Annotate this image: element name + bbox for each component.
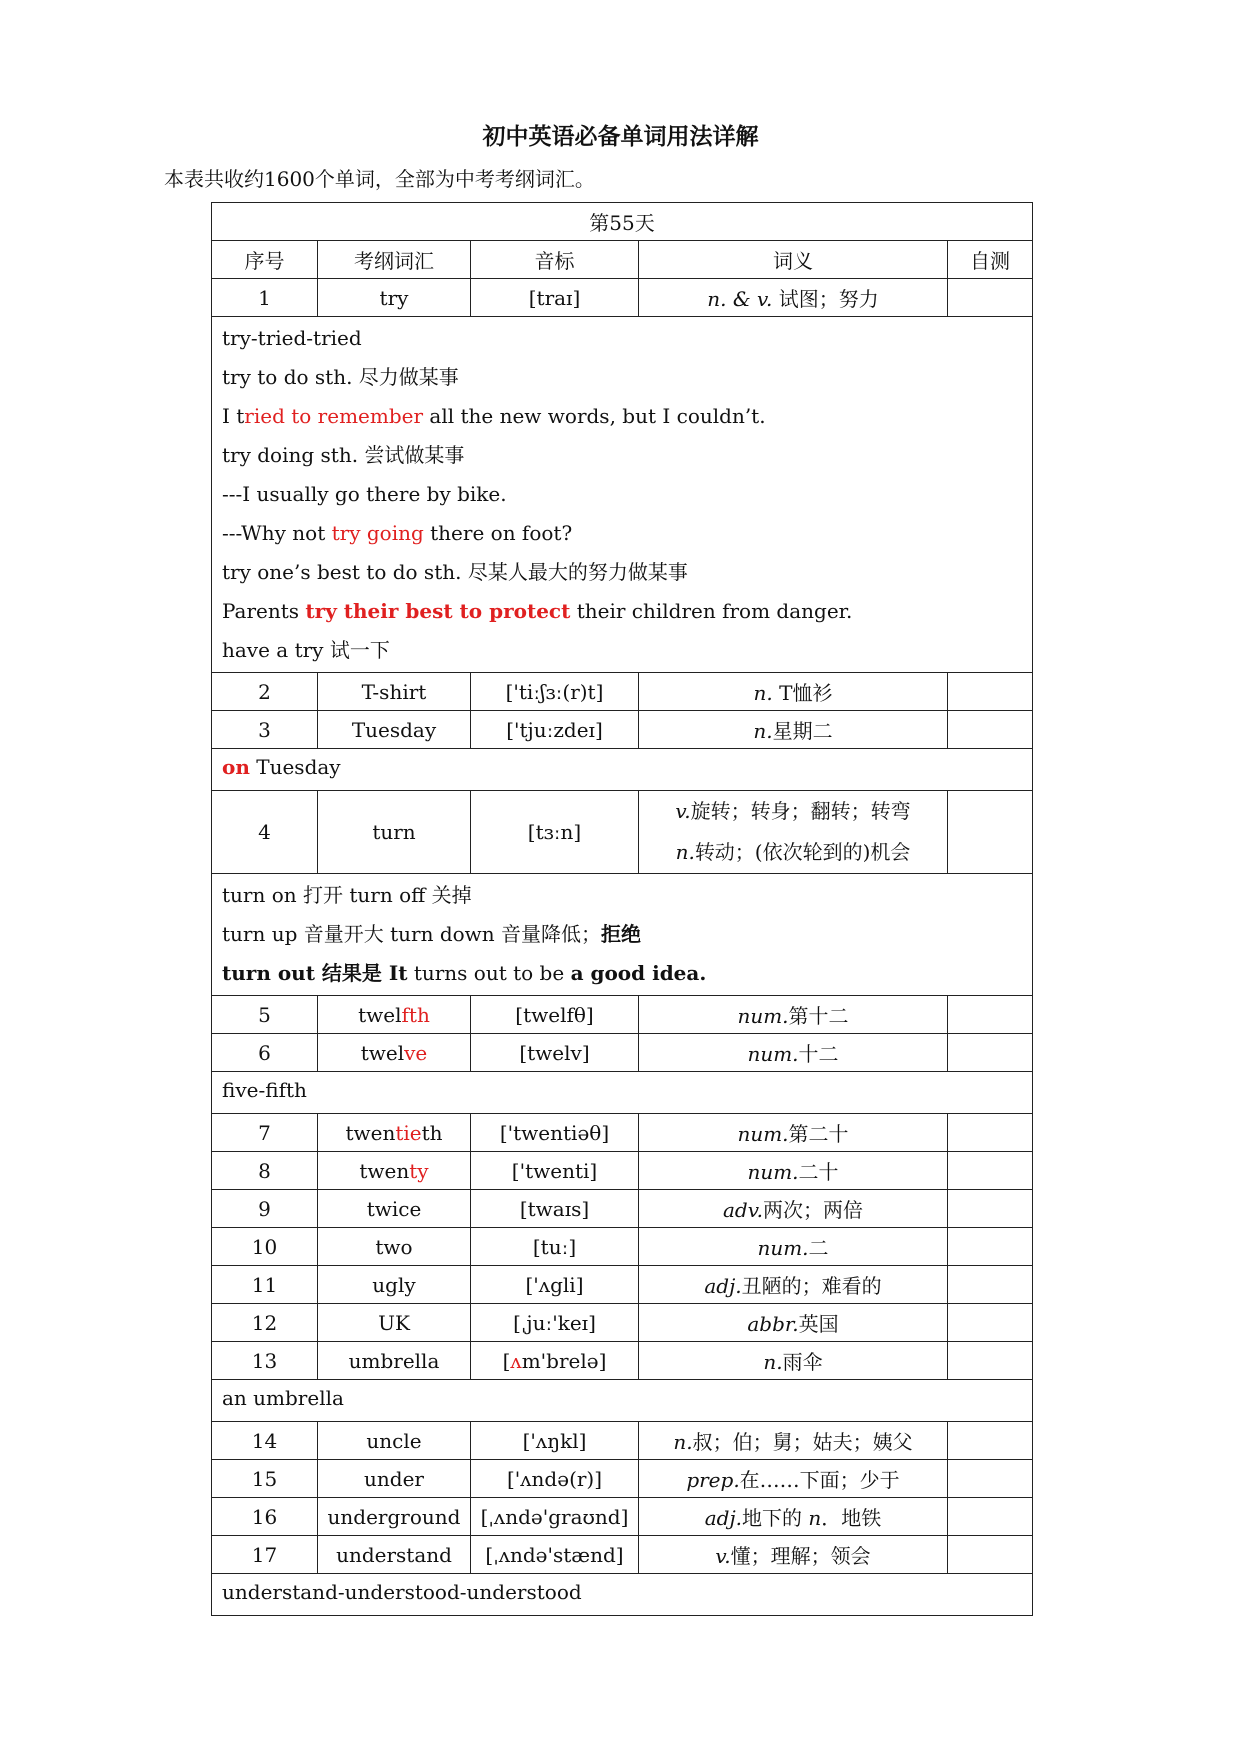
day-header: 第55天 xyxy=(212,203,1033,241)
word: uncle xyxy=(318,1422,471,1460)
header-word: 考纲词汇 xyxy=(318,241,471,279)
usage-notes-umbrella xyxy=(212,1380,1033,1422)
word-stem: twel xyxy=(360,1040,405,1065)
phonetic-text: m'brelə] xyxy=(521,1348,607,1373)
phonetic: ['tiːʃɜː(r)t] xyxy=(471,673,639,711)
note-line: turn on 打开 turn off 关掉 xyxy=(222,883,472,907)
word: underground xyxy=(318,1498,471,1536)
phonetic: ['ʌŋkl] xyxy=(471,1422,639,1460)
meaning-text: 第二十 xyxy=(788,1122,849,1146)
word-suffix: tie xyxy=(395,1120,422,1145)
meaning xyxy=(639,791,948,874)
phonetic-highlight: ʌ xyxy=(510,1348,522,1373)
part-of-speech: v. xyxy=(715,1544,731,1568)
note-line xyxy=(222,751,1022,784)
meaning xyxy=(639,1190,948,1228)
word: under xyxy=(318,1460,471,1498)
self-test-cell[interactable] xyxy=(948,1498,1033,1536)
word xyxy=(318,996,471,1034)
usage-notes-turn xyxy=(212,874,1033,996)
row-number: 7 xyxy=(212,1114,318,1152)
part-of-speech: n. & v. xyxy=(707,287,773,311)
notes-cell xyxy=(212,749,1033,791)
table-row xyxy=(212,1460,1033,1498)
highlight-text: try their best to protect xyxy=(305,599,571,623)
meaning-text: 雨伞 xyxy=(782,1350,823,1374)
phonetic: ['twentiəθ] xyxy=(471,1114,639,1152)
note-text: ---Why not xyxy=(222,521,332,545)
table-row xyxy=(212,1498,1033,1536)
row-number: 6 xyxy=(212,1034,318,1072)
header-meaning: 词义 xyxy=(639,241,948,279)
part-of-speech: prep. xyxy=(686,1468,740,1492)
part-of-speech: n. xyxy=(753,681,773,705)
note-text: there on foot? xyxy=(423,521,573,545)
notes-cell xyxy=(212,1380,1033,1422)
word-stem: twen xyxy=(359,1158,410,1183)
phonetic: ['ʌgli] xyxy=(471,1266,639,1304)
note-line: ---I usually go there by bike. xyxy=(222,482,507,506)
table-row xyxy=(212,1152,1033,1190)
bold-text: turn out 结果是 It xyxy=(222,961,408,985)
table-row xyxy=(212,1190,1033,1228)
header-phonetic: 音标 xyxy=(471,241,639,279)
note-text: turn up 音量开大 turn down 音量降低； xyxy=(222,922,602,946)
part-of-speech: n. xyxy=(673,1430,693,1454)
self-test-cell[interactable] xyxy=(948,1228,1033,1266)
meaning xyxy=(639,673,948,711)
part-of-speech: n xyxy=(808,1506,822,1530)
header-self-test: 自测 xyxy=(948,241,1033,279)
table-row xyxy=(212,1114,1033,1152)
word: try xyxy=(318,279,471,317)
meaning xyxy=(639,1460,948,1498)
meaning xyxy=(639,1536,948,1574)
row-number: 3 xyxy=(212,711,318,749)
meaning xyxy=(639,1034,948,1072)
highlight-text: on xyxy=(222,755,250,779)
note-text: all the new words, but I couldn’t. xyxy=(423,404,766,428)
note-text: their children from danger. xyxy=(570,599,853,623)
part-of-speech: adv. xyxy=(722,1198,763,1222)
row-number: 2 xyxy=(212,673,318,711)
meaning-text: 二 xyxy=(808,1236,829,1260)
phonetic: [ˌʌndə'graʊnd] xyxy=(471,1498,639,1536)
word xyxy=(318,1034,471,1072)
self-test-cell[interactable] xyxy=(948,1152,1033,1190)
self-test-cell[interactable] xyxy=(948,1342,1033,1380)
highlight-text: ried to remember xyxy=(244,404,424,428)
row-number: 10 xyxy=(212,1228,318,1266)
note-line xyxy=(222,592,1022,631)
meaning-text: 旋转；转身；翻转；转弯 xyxy=(690,799,911,823)
note-line: try to do sth. 尽力做某事 xyxy=(222,365,459,389)
row-number: 4 xyxy=(212,791,318,874)
row-number: 16 xyxy=(212,1498,318,1536)
vocabulary-table xyxy=(211,202,1033,1616)
note-line: try one’s best to do sth. 尽某人最大的努力做某事 xyxy=(222,560,688,584)
table-row xyxy=(212,1342,1033,1380)
table-row xyxy=(212,1536,1033,1574)
part-of-speech: num. xyxy=(747,1042,799,1066)
phonetic: ['twenti] xyxy=(471,1152,639,1190)
page-title: 初中英语必备单词用法详解 xyxy=(482,123,759,150)
word: umbrella xyxy=(318,1342,471,1380)
self-test-cell[interactable] xyxy=(948,711,1033,749)
note-text: Parents xyxy=(222,599,306,623)
meaning xyxy=(639,279,948,317)
self-test-cell[interactable] xyxy=(948,1536,1033,1574)
word-stem: twel xyxy=(358,1002,402,1027)
meaning-line xyxy=(645,791,941,832)
meaning xyxy=(639,1342,948,1380)
table-row xyxy=(212,1228,1033,1266)
note-line: have a try 试一下 xyxy=(222,638,390,662)
word: Tuesday xyxy=(318,711,471,749)
word: UK xyxy=(318,1304,471,1342)
phonetic: ['ʌndə(r)] xyxy=(471,1460,639,1498)
phonetic: [tuː] xyxy=(471,1228,639,1266)
meaning-text: 试图；努力 xyxy=(772,287,879,311)
table-row xyxy=(212,711,1033,749)
self-test-cell[interactable] xyxy=(948,791,1033,874)
meaning xyxy=(639,1152,948,1190)
table-row xyxy=(212,1266,1033,1304)
note-line xyxy=(222,954,1022,993)
note-line: try-tried-tried xyxy=(222,326,362,350)
note-line: understand-understood-understood xyxy=(222,1580,582,1604)
meaning-text: 两次；两倍 xyxy=(763,1198,863,1222)
part-of-speech: adj. xyxy=(704,1274,742,1298)
row-number: 8 xyxy=(212,1152,318,1190)
part-of-speech: n. xyxy=(675,840,695,864)
row-number: 5 xyxy=(212,996,318,1034)
note-text: Tuesday xyxy=(249,755,341,779)
table-row xyxy=(212,1422,1033,1460)
meaning-text: 英国 xyxy=(798,1312,839,1336)
phonetic: [ˌjuː'keɪ] xyxy=(471,1304,639,1342)
phonetic: [traɪ] xyxy=(471,279,639,317)
word-stem: th xyxy=(421,1120,443,1145)
part-of-speech: adj. xyxy=(704,1506,743,1530)
meaning-text: 转动；(依次轮到的)机会 xyxy=(694,840,911,864)
intro-text: 本表共收约1600个单词，全部为中考考纲词汇。 xyxy=(164,167,595,191)
meaning xyxy=(639,1304,948,1342)
self-test-cell[interactable] xyxy=(948,1114,1033,1152)
header-row xyxy=(212,241,1033,279)
part-of-speech: num. xyxy=(747,1160,799,1184)
word-suffix: ty xyxy=(409,1158,429,1183)
usage-notes-tuesday xyxy=(212,749,1033,791)
usage-notes-twelve xyxy=(212,1072,1033,1114)
word: two xyxy=(318,1228,471,1266)
phonetic: [twelv] xyxy=(471,1034,639,1072)
meaning-text: 星期二 xyxy=(772,719,833,743)
phonetic: ['tjuːzdeɪ] xyxy=(471,711,639,749)
meaning-text: ．地铁 xyxy=(821,1506,882,1530)
meaning-text: 第十二 xyxy=(788,1004,849,1028)
phonetic: [tɜːn] xyxy=(471,791,639,874)
row-number: 13 xyxy=(212,1342,318,1380)
meaning-text: 叔；伯；舅；姑夫；姨父 xyxy=(692,1430,913,1454)
self-test-cell[interactable] xyxy=(948,996,1033,1034)
phonetic-text: [ xyxy=(502,1348,511,1373)
word: turn xyxy=(318,791,471,874)
usage-notes-understand xyxy=(212,1574,1033,1616)
meaning-text: 懂；理解；领会 xyxy=(730,1544,871,1568)
part-of-speech: v. xyxy=(675,799,691,823)
header-no: 序号 xyxy=(212,241,318,279)
notes-cell xyxy=(212,1072,1033,1114)
word: twice xyxy=(318,1190,471,1228)
part-of-speech: abbr. xyxy=(747,1312,799,1336)
word xyxy=(318,1152,471,1190)
note-line: five-fifth xyxy=(222,1078,307,1102)
note-line xyxy=(222,915,1022,954)
word-suffix: ve xyxy=(404,1040,428,1065)
phonetic: [twaɪs] xyxy=(471,1190,639,1228)
table-row xyxy=(212,791,1033,874)
self-test-cell[interactable] xyxy=(948,1190,1033,1228)
word-suffix: fth xyxy=(401,1002,430,1027)
meaning xyxy=(639,1228,948,1266)
part-of-speech: n. xyxy=(763,1350,783,1374)
self-test-cell[interactable] xyxy=(948,1266,1033,1304)
self-test-cell[interactable] xyxy=(948,1422,1033,1460)
usage-notes-try xyxy=(212,317,1033,673)
table-row xyxy=(212,279,1033,317)
meaning xyxy=(639,1498,948,1536)
self-test-cell[interactable] xyxy=(948,279,1033,317)
meaning xyxy=(639,1266,948,1304)
note-text: I t xyxy=(222,404,245,428)
self-test-cell[interactable] xyxy=(948,1460,1033,1498)
notes-cell xyxy=(212,1574,1033,1616)
row-number: 12 xyxy=(212,1304,318,1342)
table-row xyxy=(212,996,1033,1034)
note-line xyxy=(222,397,1022,436)
row-number: 1 xyxy=(212,279,318,317)
meaning-text: 丑陋的；难看的 xyxy=(741,1274,882,1298)
row-number: 9 xyxy=(212,1190,318,1228)
part-of-speech: n. xyxy=(753,719,773,743)
bold-text: a good idea. xyxy=(570,961,707,985)
table-row xyxy=(212,1304,1033,1342)
phonetic: [ˌʌndə'stænd] xyxy=(471,1536,639,1574)
phonetic: [twelfθ] xyxy=(471,996,639,1034)
meaning xyxy=(639,1114,948,1152)
word: T-shirt xyxy=(318,673,471,711)
bold-text: 拒绝 xyxy=(601,922,642,946)
row-number: 14 xyxy=(212,1422,318,1460)
word: understand xyxy=(318,1536,471,1574)
meaning xyxy=(639,711,948,749)
meaning-line xyxy=(645,832,941,873)
note-line: try doing sth. 尝试做某事 xyxy=(222,443,465,467)
note-text: turns out to be xyxy=(407,961,571,985)
word-stem: twen xyxy=(345,1120,396,1145)
row-number: 15 xyxy=(212,1460,318,1498)
notes-cell xyxy=(212,317,1033,673)
meaning-text: 地下的 xyxy=(742,1506,809,1530)
meaning-text: 在……下面；少于 xyxy=(739,1468,900,1492)
meaning-text: 十二 xyxy=(798,1042,839,1066)
meaning-text: 二十 xyxy=(798,1160,839,1184)
note-line xyxy=(222,514,1022,553)
self-test-cell[interactable] xyxy=(948,1034,1033,1072)
table-row xyxy=(212,673,1033,711)
self-test-cell[interactable] xyxy=(948,673,1033,711)
word: ugly xyxy=(318,1266,471,1304)
part-of-speech: num. xyxy=(757,1236,809,1260)
part-of-speech: num. xyxy=(737,1004,789,1028)
note-line: an umbrella xyxy=(222,1386,344,1410)
table-row xyxy=(212,1034,1033,1072)
meaning-text: T恤衫 xyxy=(772,681,833,705)
row-number: 11 xyxy=(212,1266,318,1304)
highlight-text: try going xyxy=(331,521,424,545)
row-number: 17 xyxy=(212,1536,318,1574)
self-test-cell[interactable] xyxy=(948,1304,1033,1342)
meaning xyxy=(639,1422,948,1460)
notes-cell xyxy=(212,874,1033,996)
meaning xyxy=(639,996,948,1034)
part-of-speech: num. xyxy=(737,1122,789,1146)
word xyxy=(318,1114,471,1152)
phonetic xyxy=(471,1342,639,1380)
